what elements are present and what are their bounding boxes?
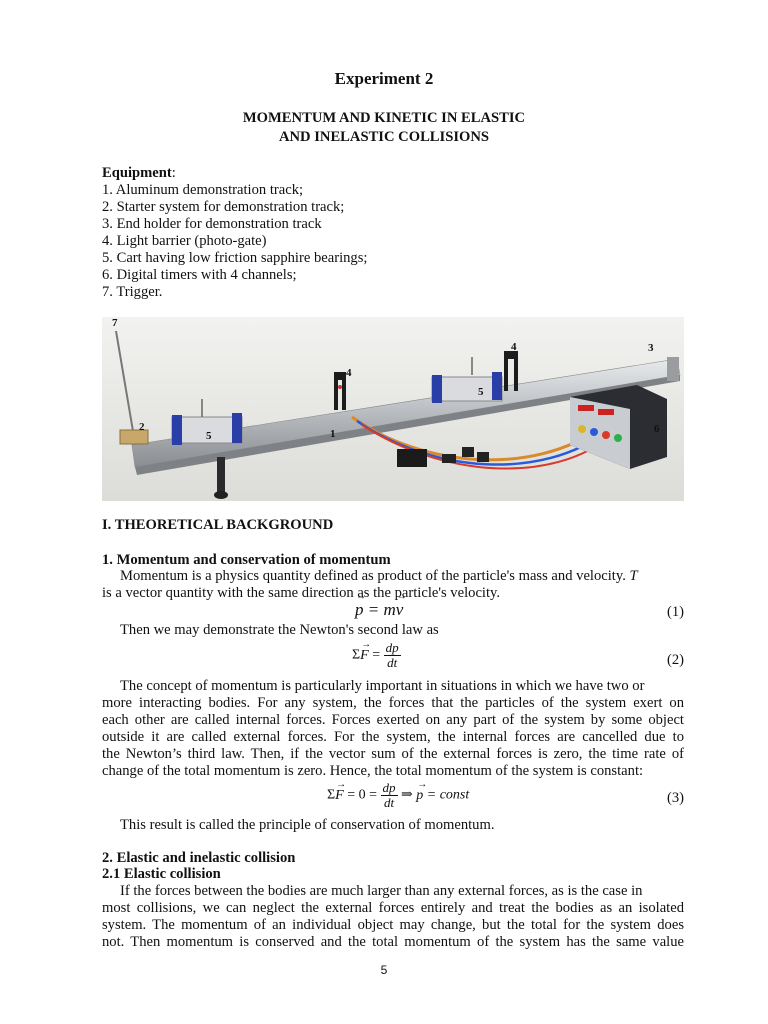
subsection-heading: 1. Momentum and conservation of momentum	[102, 552, 391, 568]
equipment-item: 7. Trigger.	[102, 284, 163, 300]
paragraph-line: not. Then momentum is conserved and the total momentum of the system has the same value	[102, 934, 684, 950]
figure-label: 5	[206, 430, 212, 442]
equation-number: (1)	[666, 604, 684, 620]
equation-number: (3)	[666, 790, 684, 806]
paragraph-line: The concept of momentum is particularly important in situations in which we have two or	[120, 678, 645, 694]
equation-2: ΣF → = $\frac{dp}{dt}$	[352, 641, 401, 670]
figure-label: 5	[478, 386, 484, 398]
paragraph-line: more interacting bodies. For any system, the forces that the particles of the system exert on	[102, 695, 684, 711]
apparatus-figure	[102, 317, 684, 501]
equipment-heading: Equipment:	[102, 165, 176, 181]
figure-label: 3	[648, 342, 654, 354]
section-heading: I. THEORETICAL BACKGROUND	[102, 517, 334, 533]
apparatus-illustration	[102, 317, 684, 501]
paragraph-line: change of the total momentum is zero. Hence, the total momentum of the system is constant:	[102, 763, 644, 779]
paragraph-line: system. The momentum of an individual object may change, but the total for the system does	[102, 917, 684, 933]
figure-label: 2	[139, 421, 145, 433]
equation-number: (2)	[666, 652, 684, 668]
paragraph-line: This result is called the principle of conservation of momentum.	[120, 817, 495, 833]
title-line-1: MOMENTUM AND KINETIC IN ELASTIC	[242, 110, 526, 126]
figure-label: 6	[654, 423, 660, 435]
figure-label: 7	[112, 317, 118, 329]
subsection-heading: 2.1 Elastic collision	[102, 866, 221, 882]
paragraph-line: the Newton’s third law. Then, if the vector sum of the external forces is zero, the time rate of	[102, 746, 684, 762]
equipment-item: 1. Aluminum demonstration track;	[102, 182, 304, 198]
subsection-heading: 2. Elastic and inelastic collision	[102, 850, 296, 866]
paragraph-line: outside it are called external forces. For the system, the internal forces are cancelled due to	[102, 729, 684, 745]
experiment-label: Experiment 2	[334, 69, 434, 88]
equipment-item: 6. Digital timers with 4 channels;	[102, 267, 297, 283]
page-number: 5	[380, 963, 388, 977]
equipment-item: 2. Starter system for demonstration track;	[102, 199, 345, 215]
paragraph-line: most collisions, we can neglect the external forces entirely and treat the bodies as an isolated	[102, 900, 684, 916]
title-line-2: AND INELASTIC COLLISIONS	[278, 129, 490, 145]
paragraph-line: Momentum is a physics quantity defined as product of the particle's mass and velocity. T	[120, 568, 638, 584]
figure-label: 1	[330, 428, 336, 440]
equipment-item: 5. Cart having low friction sapphire bearings;	[102, 250, 368, 266]
equipment-item: 3. End holder for demonstration track	[102, 216, 322, 232]
figure-label: 4	[511, 341, 517, 353]
paragraph-line: If the forces between the bodies are much larger than any external forces, as is the case in	[120, 883, 643, 899]
paragraph-line: each other are called internal forces. Forces exerted on any part of the system by some object	[102, 712, 684, 728]
equation-1: p → = mv →	[355, 600, 403, 620]
paragraph-line: Then we may demonstrate the Newton's second law as	[120, 622, 439, 638]
equipment-item: 4. Light barrier (photo-gate)	[102, 233, 267, 249]
equation-3: ΣF → = 0 = $\frac{dp}{dt}$ ⇒ p → = const	[327, 781, 469, 810]
figure-label: 4	[346, 367, 352, 379]
paragraph-line: is a vector quantity with the same direction as the particle's velocity.	[102, 585, 501, 601]
